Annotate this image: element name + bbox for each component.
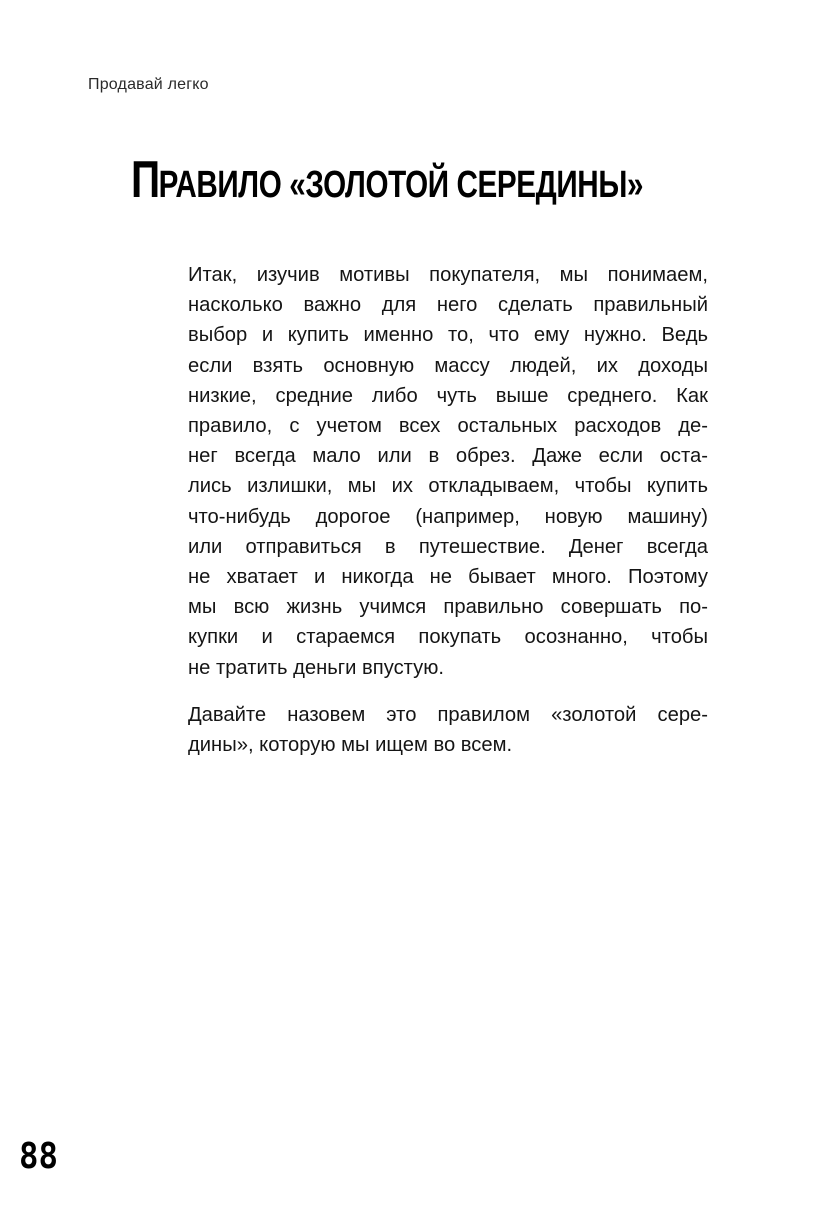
text-line: если взять основную массу людей, их доходы bbox=[188, 354, 708, 377]
text-line: купки и стараемся покупать осознанно, чтобы bbox=[188, 626, 708, 649]
text-line: выбор и купить именно то, что ему нужно. Ведь bbox=[188, 324, 708, 347]
text-line: не тратить деньги впустую. bbox=[188, 656, 444, 679]
running-header: Продавай легко bbox=[88, 76, 209, 93]
text-line: Итак, изучив мотивы покупателя, мы понимаем, bbox=[188, 264, 708, 286]
text-line: Давайте назовем это правилом «золотой сере- bbox=[188, 703, 708, 726]
text-line: нег всегда мало или в обрез. Даже если оста- bbox=[188, 445, 708, 468]
text-line: низкие, средние либо чуть выше среднего. Как bbox=[188, 384, 708, 407]
text-line: мы всю жизнь учимся правильно совершать по- bbox=[188, 596, 708, 619]
text-line: насколько важно для него сделать правильный bbox=[188, 294, 708, 317]
text-line: что-нибудь дорогое (например, новую машину) bbox=[188, 505, 708, 528]
chapter-title-initial: П bbox=[131, 151, 159, 209]
page-number: 88 bbox=[19, 1136, 59, 1177]
text-line: лись излишки, мы их откладываем, чтобы купить bbox=[188, 475, 708, 498]
paragraph-2 bbox=[188, 700, 708, 760]
chapter-title bbox=[131, 148, 643, 217]
text-line: правило, с учетом всех остальных расходов де- bbox=[188, 415, 708, 438]
text-line: дины», которую мы ищем во всем. bbox=[188, 734, 513, 757]
text-line: или отправиться в путешествие. Денег всегда bbox=[188, 535, 708, 558]
paragraph-1 bbox=[188, 260, 708, 683]
text-line: не хватает и никогда не бывает много. Поэтому bbox=[188, 566, 708, 589]
body-text bbox=[188, 260, 708, 760]
chapter-title-rest: РАВИЛО «ЗОЛОТОЙ СЕРЕДИНЫ» bbox=[158, 164, 644, 206]
